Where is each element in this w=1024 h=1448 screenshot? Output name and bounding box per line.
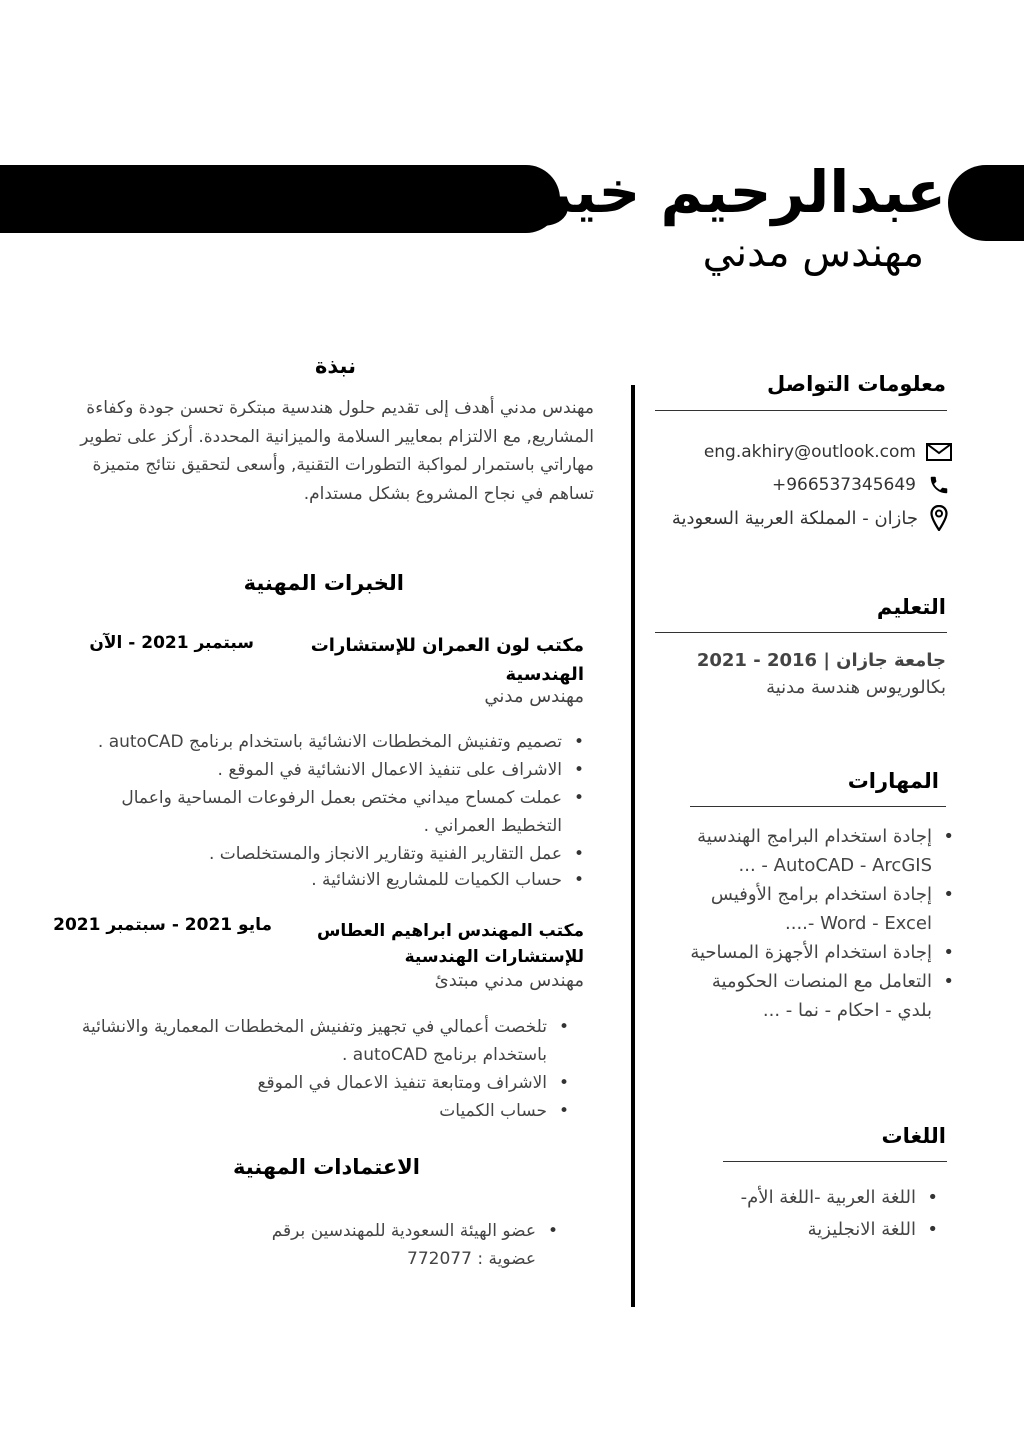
job-task: • تصميم وتفنيش المخططات الانشائية باستخدام برنامج autoCAD . (94, 728, 584, 756)
certification-item: • عضو الهيئة السعودية للمهندسين برقم عضوية : 772077 (228, 1217, 558, 1273)
education-school: جامعة جازان | 2016 - 2021 (696, 650, 946, 671)
phone-icon (926, 474, 952, 496)
certifications-list (228, 1217, 558, 1273)
skill-item: • التعامل مع المنصات الحكومية بلدي - احكام - نما - ... (654, 967, 954, 1025)
job-task: • تلخصت أعمالي في تجهيز وتفنيش المخططات المعمارية والانشائية باستخدام برنامج autoCAD . (69, 1013, 569, 1069)
contact-email-row (704, 441, 952, 463)
skill-item: • إجادة استخدام البرامج الهندسية AutoCAD - ArcGIS - ... (654, 822, 954, 880)
job-role: مهندس مدني (484, 686, 584, 707)
job-org: مكتب المهندس ابراهيم العطاس للإستشارات الهندسية (284, 918, 584, 970)
job-task: • حساب الكميات للمشاريع الانشائية . (94, 868, 584, 892)
job-task: • حساب الكميات (69, 1097, 569, 1125)
job-date: سبتمبر 2021 - الآن (89, 633, 254, 653)
job-date: مايو 2021 - سبتمبر 2021 (53, 915, 272, 935)
header-banner (0, 165, 560, 233)
skills-divider (690, 806, 946, 807)
experience-heading: الخبرات المهنية (243, 571, 404, 595)
contact-location-row (672, 507, 950, 529)
job-task: • الاشراف على تنفيذ الاعمال الانشائية في الموقع . (94, 756, 584, 784)
education-divider (655, 632, 947, 633)
job-org: مكتب لون العمران للإستشارات الهندسية (310, 635, 584, 685)
summary-heading: نبذة (315, 354, 356, 378)
skills-heading: المهارات (847, 769, 939, 793)
contact-heading: معلومات التواصل (767, 372, 946, 396)
phone-text[interactable]: +966537345649 (771, 475, 916, 495)
column-divider (631, 385, 635, 1307)
languages-divider (723, 1161, 947, 1162)
location-pin-icon (928, 507, 950, 529)
contact-phone-row (772, 474, 952, 496)
job-task: • الاشراف ومتابعة تنفيذ الاعمال في الموقع (69, 1069, 569, 1097)
job-tasks (69, 1013, 569, 1125)
languages-list (658, 1182, 938, 1246)
candidate-name: عبدالرحيم خيري (485, 158, 946, 226)
skill-item: • إجادة استخدام برامج الأوفيس Word - Excel -.... (654, 880, 954, 938)
job-task: • عمل التقارير الفنية وتقارير الانجاز والمستخلصات . (94, 840, 584, 868)
location-text: جازان - المملكة العربية السعودية (671, 507, 918, 529)
language-item: • اللغة العربية -اللغة الأم- (658, 1182, 938, 1214)
certifications-heading: الاعتمادات المهنية (232, 1155, 420, 1179)
job-task: • عملت كمساح ميداني مختص بعمل الرفوعات المساحية واعمال التخطيط العمراني . (94, 784, 584, 840)
candidate-title: مهندس مدني (702, 230, 924, 276)
summary-text: مهندس مدني أهدف إلى تقديم حلول هندسية مبتكرة تحسن جودة وكفاءة المشاريع, مع الالتزام بمعايير السلامة والميزانية المحددة. أركز على تطوير مهاراتي باستمرار لمواكبة التطورات التقنية, وأسعى لتحقيق نتائج متميزة تساهم في نجاح المشروع بشكل مستدام. (80, 398, 594, 504)
skill-item: • إجادة استخدام الأجهزة المساحية (654, 938, 954, 967)
skills-list (654, 822, 954, 1025)
language-item: • اللغة الانجليزية (658, 1214, 938, 1246)
education-degree: بكالوريوس هندسة مدنية (766, 677, 946, 698)
header-banner-cap (948, 165, 1024, 241)
job-role: مهندس مدني مبتدئ (434, 970, 584, 991)
email-text[interactable]: eng.akhiry@outlook.com (703, 442, 916, 462)
job-tasks (94, 728, 584, 892)
envelope-icon (926, 441, 952, 463)
education-heading: التعليم (876, 595, 946, 619)
languages-heading: اللغات (881, 1124, 946, 1148)
contact-divider (655, 410, 947, 411)
